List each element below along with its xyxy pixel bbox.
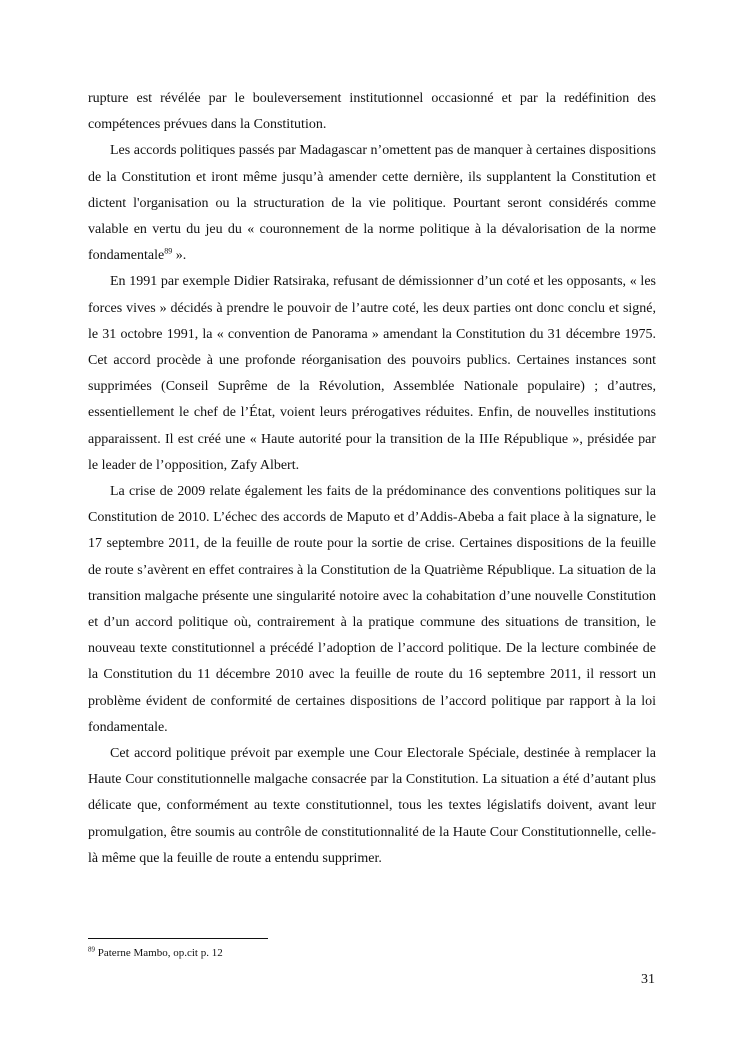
footnote-number: 89 (88, 945, 95, 954)
footnote (88, 946, 223, 960)
footnote-divider (88, 938, 268, 939)
paragraph-5: Cet accord politique prévoit par exemple une Cour Electorale Spéciale, destinée à remplacer la Haute Cour constitutionnelle malgache consacrée par la Constitution. La situation a été d’autant plus délicate que, conformément au texte constitutionnel, tous les textes législatifs doivent, avant leur promulgation, être soumis au contrôle de constitutionnalité de la Haute Cour Constitutionnelle, celle-là même que la feuille de route a entendu supprimer. (88, 746, 656, 866)
page-number: 31 (641, 972, 655, 987)
paragraph-3: En 1991 par exemple Didier Ratsiraka, refusant de démissionner d’un coté et les opposants, « les forces vives » décidés à prendre le pouvoir de l’autre coté, les deux parties ont donc conclu et signé, le 31 octobre 1991, la « convention de Panorama » amendant la Constitution du 31 décembre 1975. Cet accord procède à une profonde réorganisation des pouvoirs publics. Certaines instances sont supprimées (Conseil Suprême de la Révolution, Assemblée Nationale populaire) ; d’autres, essentiellement le chef de l’État, voient leurs prérogatives réduites. Enfin, de nouvelles institutions apparaissent. Il est créé une « Haute autorité pour la transition de la IIIe République », présidée par le leader de l’opposition, Zafy Albert. (88, 274, 656, 473)
footnote-reference: 89 (164, 246, 173, 256)
paragraph-2-text: Les accords politiques passés par Madagascar n’omettent pas de manquer à certaines dispositions de la Constitution et iront même jusqu’à amender cette dernière, ils supplantent la Constitution et dictent l'organisation ou la structuration de la vie politique. Pourtant seront considérés comme valable en vertu du jeu du « couronnement de la norme politique à la dévalorisation de la norme fondamentale (88, 143, 656, 264)
paragraph-4: La crise de 2009 relate également les faits de la prédominance des conventions politiques sur la Constitution de 2010. L’échec des accords de Maputo et d’Addis-Abeba a fait place à la signature, le 17 septembre 2011, de la feuille de route pour la sortie de crise. Certaines dispositions de la feuille de route s’avèrent en effet contraires à la Constitution de la Quatrième République. La situation de la transition malgache présente une singularité notoire avec la cohabitation d’une nouvelle Constitution et d’un accord politique où, contrairement à la pratique commune des situations de transition, le nouveau texte constitutionnel a précédé l’adoption de l’accord politique. De la lecture combinée de la Constitution du 11 décembre 2010 avec la feuille de route du 16 septembre 2011, il ressort un problème évident de conformité de certaines dispositions de l’accord politique par rapport à la loi fondamentale. (88, 484, 656, 735)
paragraph-2 (88, 138, 656, 269)
body-text (88, 86, 656, 872)
footnote-text: Paterne Mambo, op.cit p. 12 (95, 947, 223, 959)
paragraph-2-tail: ». (172, 248, 187, 264)
paragraph-1: rupture est révélée par le bouleversement institutionnel occasionné et par la redéfinition des compétences prévues dans la Constitution. (88, 91, 656, 133)
